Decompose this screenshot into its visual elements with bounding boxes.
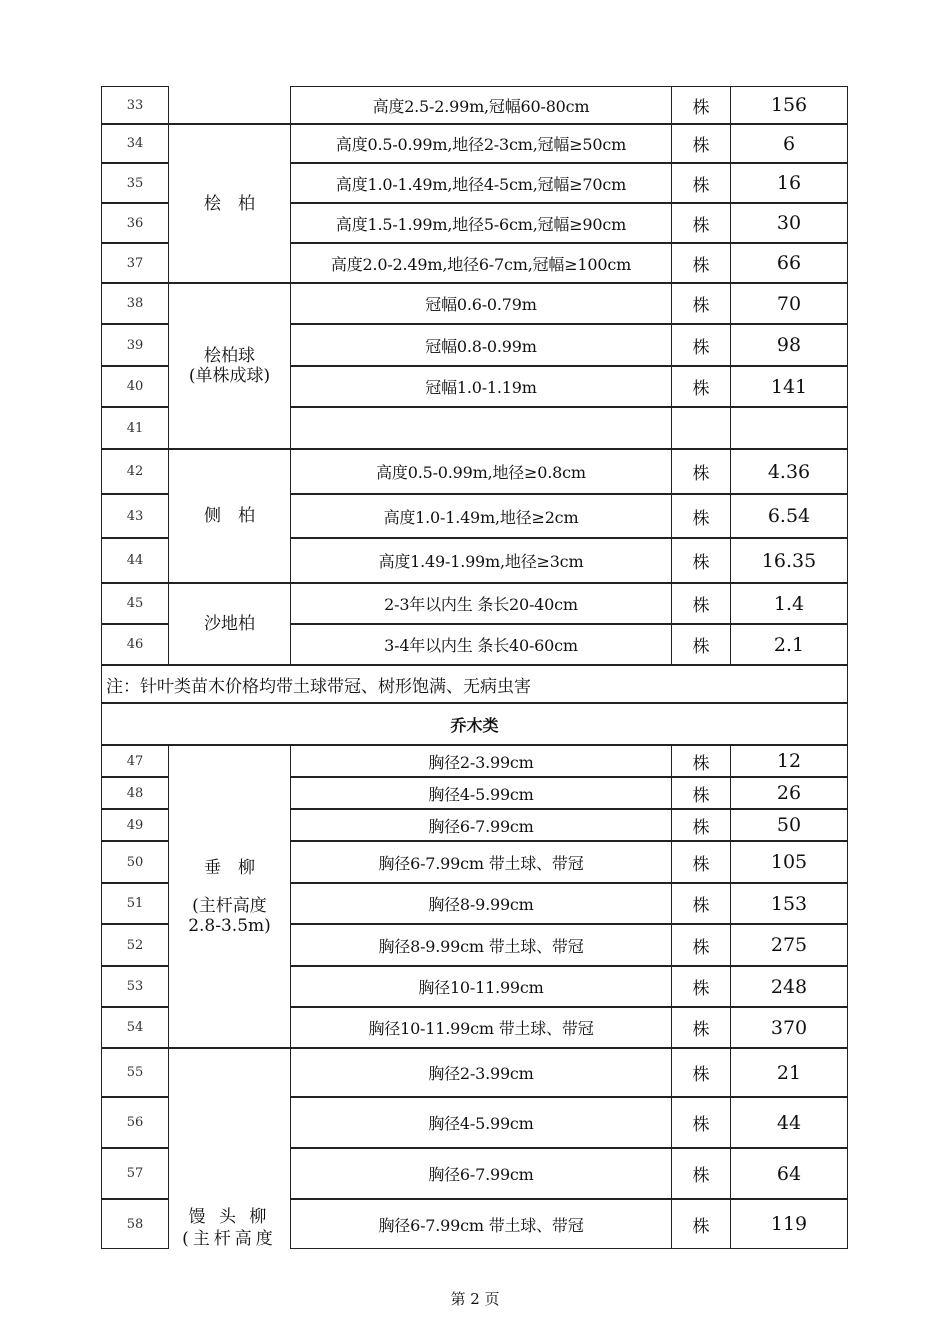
spec-cell: 高度2.5-2.99m,冠幅60-80cm [290, 86, 671, 124]
price-cell: 50 [730, 809, 848, 841]
row-number: 44 [101, 538, 168, 583]
page-number: 第 2 页 [450, 1290, 500, 1308]
spec-cell: 胸径4-5.99cm [290, 777, 671, 809]
variety-name-line: (单株成球) [188, 366, 271, 386]
row-number: 37 [101, 243, 168, 283]
unit-cell: 株 [671, 366, 730, 407]
unit-cell: 株 [671, 883, 730, 924]
unit-cell: 株 [671, 538, 730, 583]
spec-cell: 高度2.0-2.49m,地径6-7cm,冠幅≥100cm [290, 243, 671, 283]
variety-name-line: 桧 柏 [204, 193, 255, 214]
row-number: 34 [101, 124, 168, 163]
price-cell: 6 [730, 124, 848, 163]
row-number: 55 [101, 1048, 168, 1097]
unit-cell: 株 [671, 745, 730, 777]
row-number: 49 [101, 809, 168, 841]
unit-cell: 株 [671, 809, 730, 841]
variety-name-cell [168, 745, 290, 1048]
price-cell: 16 [730, 163, 848, 203]
spec-cell: 胸径8-9.99cm 带土球、带冠 [290, 924, 671, 966]
variety-name-line: 2.8-3.5m) [188, 915, 271, 936]
row-number: 51 [101, 883, 168, 924]
row-number: 46 [101, 624, 168, 665]
variety-name-line: (主杆高度 [182, 1229, 277, 1249]
variety-name-cell [168, 86, 290, 124]
unit-cell: 株 [671, 1007, 730, 1048]
row-number: 48 [101, 777, 168, 809]
spec-cell: 3-4年以内生 条长40-60cm [290, 624, 671, 665]
row-number: 40 [101, 366, 168, 407]
variety-name-cell [168, 124, 290, 283]
spec-cell: 胸径2-3.99cm [290, 1048, 671, 1097]
price-cell: 21 [730, 1048, 848, 1097]
spec-cell: 胸径8-9.99cm [290, 883, 671, 924]
unit-cell: 株 [671, 86, 730, 124]
spec-cell: 高度1.0-1.49m,地径≥2cm [290, 494, 671, 538]
price-cell: 66 [730, 243, 848, 283]
unit-cell: 株 [671, 1048, 730, 1097]
variety-name-line: 馒 头 柳 [188, 1207, 271, 1227]
unit-cell: 株 [671, 624, 730, 665]
variety-name-cell [168, 583, 290, 665]
price-cell: 153 [730, 883, 848, 924]
spec-cell: 胸径4-5.99cm [290, 1097, 671, 1148]
unit-cell: 株 [671, 324, 730, 366]
spec-cell: 胸径6-7.99cm [290, 809, 671, 841]
row-number: 47 [101, 745, 168, 777]
price-cell: 16.35 [730, 538, 848, 583]
spec-cell: 胸径2-3.99cm [290, 745, 671, 777]
spec-cell: 高度1.0-1.49m,地径4-5cm,冠幅≥70cm [290, 163, 671, 203]
unit-cell: 株 [671, 777, 730, 809]
price-cell: 64 [730, 1148, 848, 1199]
price-cell: 1.4 [730, 583, 848, 624]
price-cell: 26 [730, 777, 848, 809]
spec-cell: 高度0.5-0.99m,地径≥0.8cm [290, 449, 671, 494]
row-number: 45 [101, 583, 168, 624]
unit-cell: 株 [671, 583, 730, 624]
unit-cell: 株 [671, 449, 730, 494]
unit-cell: 株 [671, 1097, 730, 1148]
row-number: 58 [101, 1199, 168, 1249]
row-number: 50 [101, 841, 168, 883]
spec-cell: 高度0.5-0.99m,地径2-3cm,冠幅≥50cm [290, 124, 671, 163]
row-number: 52 [101, 924, 168, 966]
row-number: 39 [101, 324, 168, 366]
price-cell: 275 [730, 924, 848, 966]
unit-cell: 株 [671, 1199, 730, 1249]
price-cell: 12 [730, 745, 848, 777]
row-number: 38 [101, 283, 168, 324]
price-cell: 248 [730, 966, 848, 1007]
spec-cell: 高度1.5-1.99m,地径5-6cm,冠幅≥90cm [290, 203, 671, 243]
unit-cell: 株 [671, 966, 730, 1007]
row-number: 43 [101, 494, 168, 538]
variety-name-line: 桧柏球 [204, 346, 255, 366]
price-cell: 6.54 [730, 494, 848, 538]
unit-cell: 株 [671, 924, 730, 966]
unit-cell [671, 407, 730, 449]
price-cell: 70 [730, 283, 848, 324]
price-cell [730, 407, 848, 449]
spec-cell: 胸径10-11.99cm [290, 966, 671, 1007]
spec-cell: 高度1.49-1.99m,地径≥3cm [290, 538, 671, 583]
spec-cell: 胸径6-7.99cm 带土球、带冠 [290, 1199, 671, 1249]
spec-cell: 胸径6-7.99cm [290, 1148, 671, 1199]
unit-cell: 株 [671, 124, 730, 163]
price-cell: 44 [730, 1097, 848, 1148]
spec-cell: 胸径10-11.99cm 带土球、带冠 [290, 1007, 671, 1048]
row-number: 53 [101, 966, 168, 1007]
price-cell: 119 [730, 1199, 848, 1249]
price-cell: 98 [730, 324, 848, 366]
unit-cell: 株 [671, 163, 730, 203]
spec-cell: 2-3年以内生 条长20-40cm [290, 583, 671, 624]
price-cell: 30 [730, 203, 848, 243]
row-number: 56 [101, 1097, 168, 1148]
price-cell: 156 [730, 86, 848, 124]
price-cell: 141 [730, 366, 848, 407]
unit-cell: 株 [671, 203, 730, 243]
spec-cell: 冠幅1.0-1.19m [290, 366, 671, 407]
variety-name-cell [168, 449, 290, 583]
price-cell: 370 [730, 1007, 848, 1048]
row-number: 57 [101, 1148, 168, 1199]
variety-name-line: 垂 柳 [204, 857, 255, 878]
unit-cell: 株 [671, 494, 730, 538]
row-number: 41 [101, 407, 168, 449]
price-cell: 105 [730, 841, 848, 883]
spec-cell: 冠幅0.6-0.79m [290, 283, 671, 324]
variety-name-line: (主杆高度 [192, 895, 267, 916]
variety-name-cell [168, 283, 290, 449]
row-number: 35 [101, 163, 168, 203]
unit-cell: 株 [671, 283, 730, 324]
variety-name-line: 侧 柏 [204, 506, 255, 526]
variety-name-cell [168, 1048, 290, 1249]
row-number: 42 [101, 449, 168, 494]
variety-name-line: 沙地柏 [204, 614, 255, 634]
price-cell: 2.1 [730, 624, 848, 665]
unit-cell: 株 [671, 841, 730, 883]
row-number: 54 [101, 1007, 168, 1048]
unit-cell: 株 [671, 1148, 730, 1199]
section-title-tree: 乔木类 [101, 703, 848, 745]
spec-cell: 胸径6-7.99cm 带土球、带冠 [290, 841, 671, 883]
spec-cell: 冠幅0.8-0.99m [290, 324, 671, 366]
unit-cell: 株 [671, 243, 730, 283]
note-row: 注：针叶类苗木价格均带土球带冠、树形饱满、无病虫害 [101, 665, 848, 703]
spec-cell [290, 407, 671, 449]
price-cell: 4.36 [730, 449, 848, 494]
row-number: 33 [101, 86, 168, 124]
row-number: 36 [101, 203, 168, 243]
